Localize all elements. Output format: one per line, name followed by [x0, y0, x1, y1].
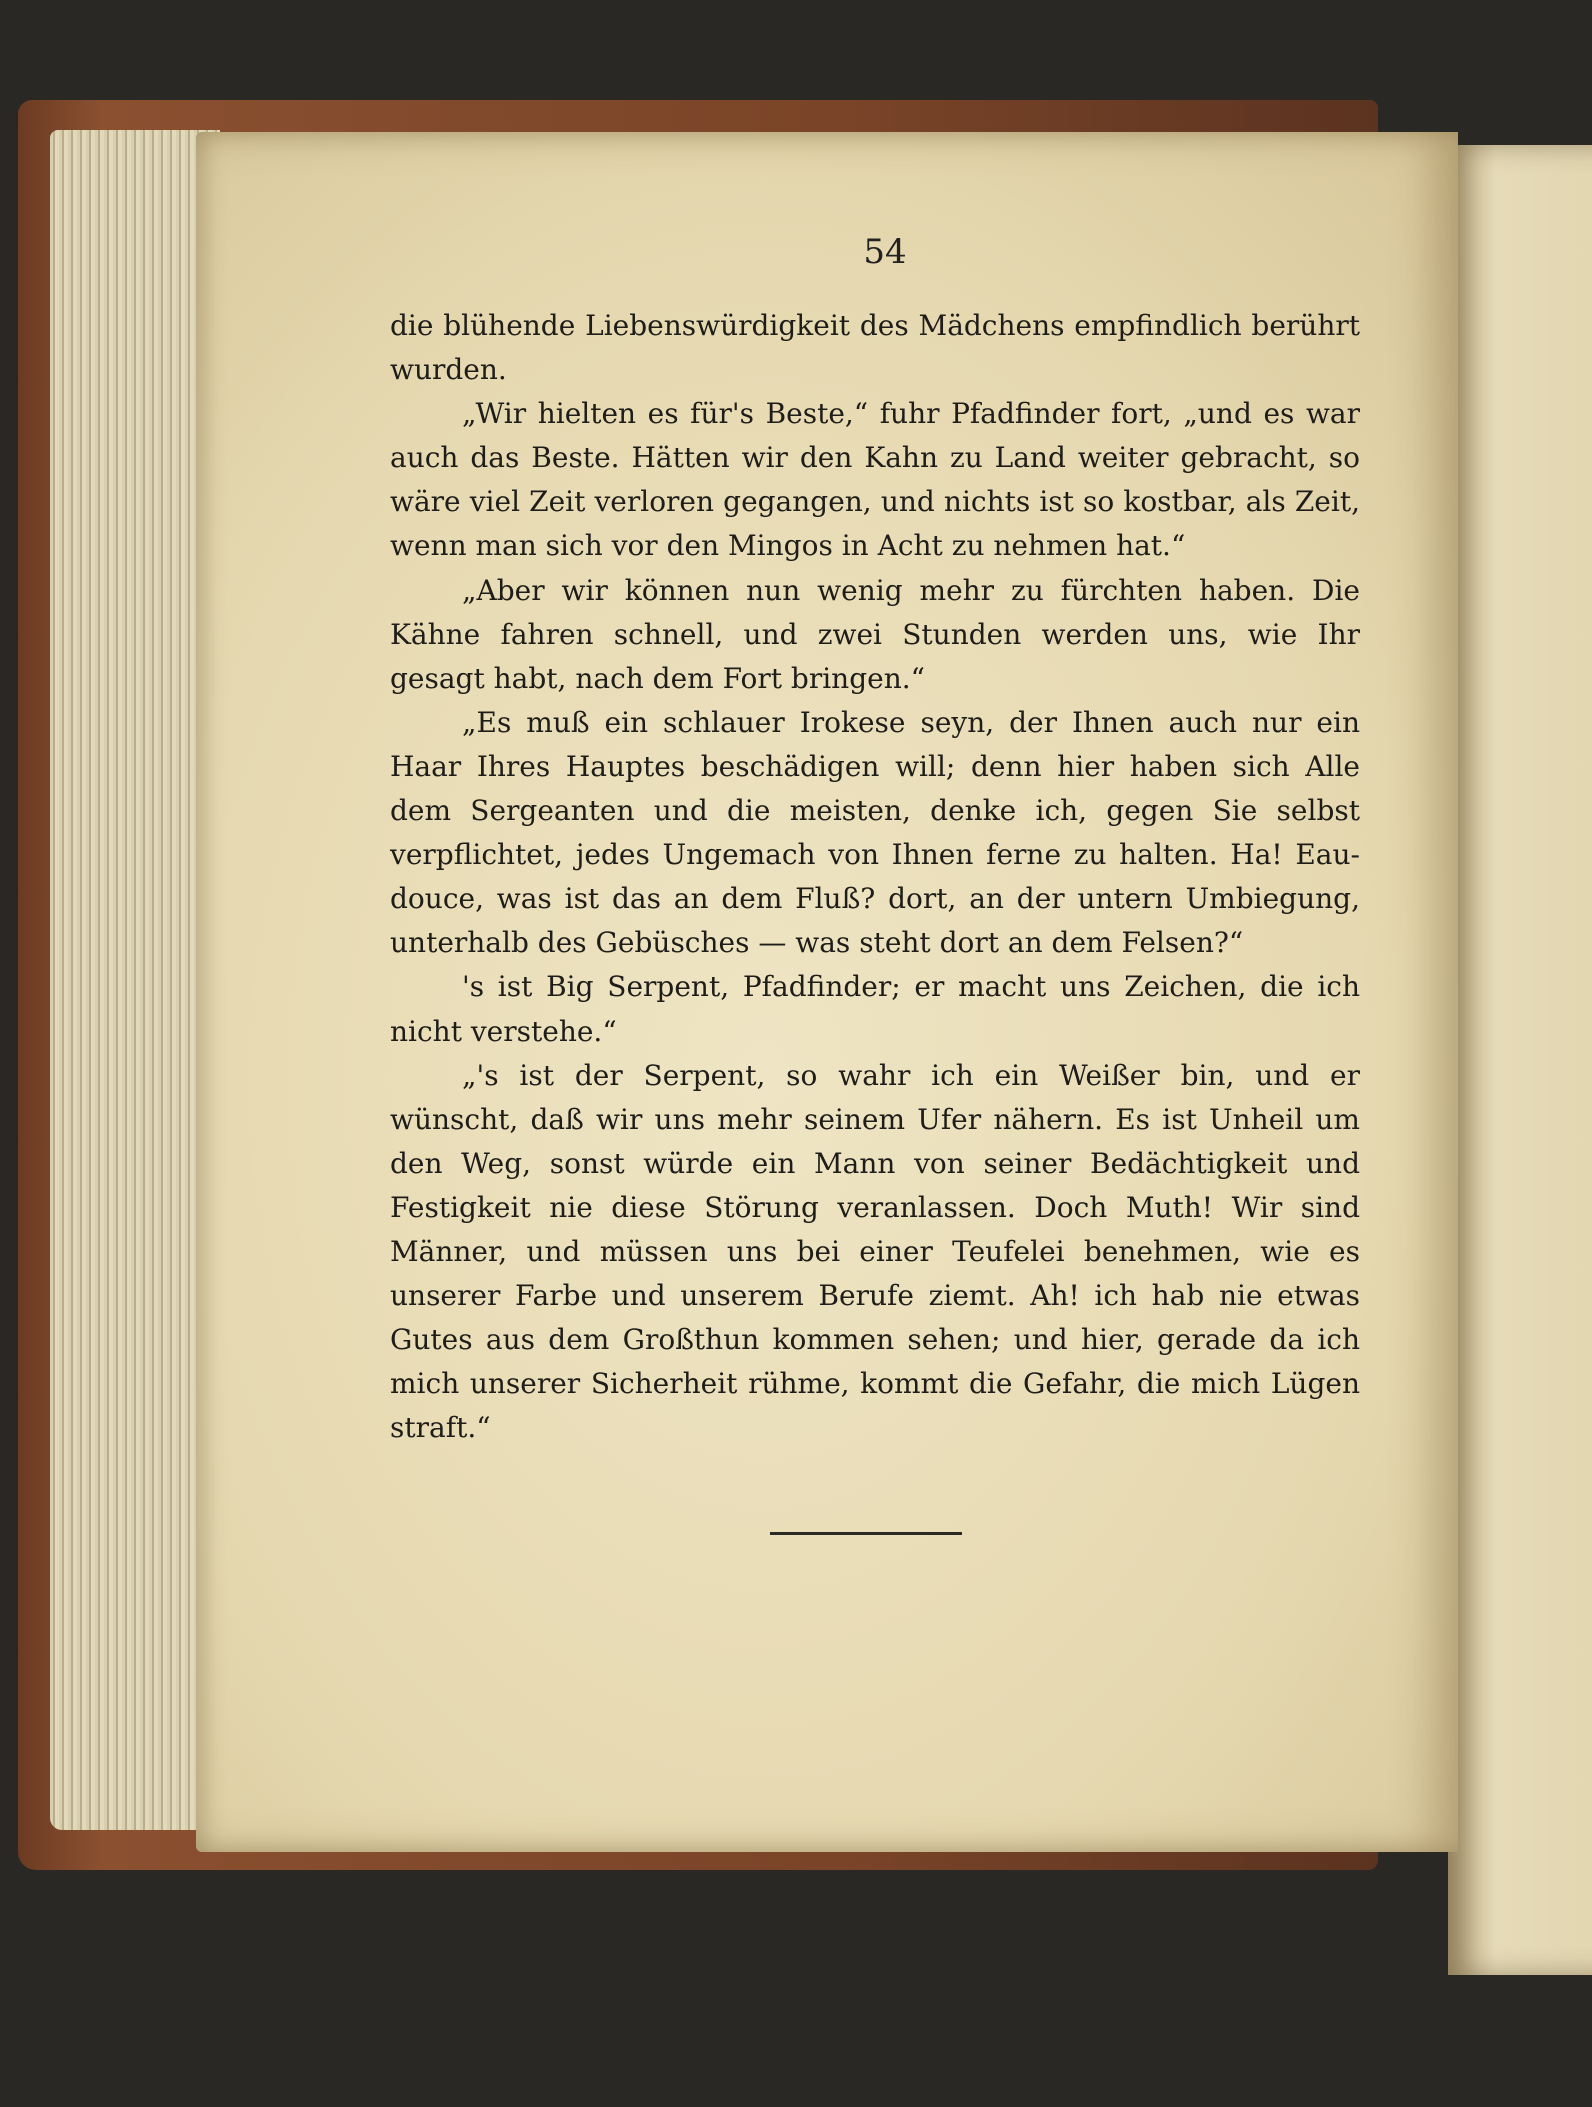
- page-body-text: [390, 304, 1360, 1450]
- facing-page: [1448, 145, 1592, 1975]
- paragraph: „Wir hielten es für's Beste,“ fuhr Pfadfinder fort, „und es war auch das Beste. Hätten wir den Kahn zu Land weiter gebracht, so wäre viel Zeit verloren gegangen, und nichts ist so kostbar, als Zeit, wenn man sich vor den Mingos in Acht zu nehmen hat.“: [390, 397, 1360, 563]
- paragraph: „Es muß ein schlauer Irokese seyn, der Ihnen auch nur ein Haar Ihres Hauptes beschädigen will; denn hier haben sich Alle dem Sergeanten und die meisten, denke ich, gegen Sie selbst verpflichtet, jedes Ungemach von Ihnen ferne zu halten. Ha! Eau-douce, was ist das an dem Fluß? dort, an der untern Umbiegung, unterhalb des Gebüsches — was steht dort an dem Felsen?“: [390, 705, 1360, 960]
- page-edges: [50, 130, 220, 1830]
- paragraph: die blühende Liebenswürdigkeit des Mädchens empfindlich berührt wurden.: [390, 309, 1360, 387]
- paragraph: 's ist Big Serpent, Pfadfinder; er macht uns Zeichen, die ich nicht verstehe.“: [390, 970, 1360, 1048]
- paragraph: „'s ist der Serpent, so wahr ich ein Weißer bin, und er wünscht, daß wir uns mehr seinem Ufer nähern. Es ist Unheil um den Weg, sonst würde ein Mann von seiner Bedächtigkeit und Festigkeit nie diese Störung veranlassen. Doch Muth! Wir sind Männer, und müssen uns bei einer Teufelei benehmen, wie es unserer Farbe und unserem Berufe ziemt. Ah! ich hab nie etwas Gutes aus dem Großthun kommen sehen; und hier, gerade da ich mich unserer Sicherheit rühme, kommt die Gefahr, die mich Lügen straft.“: [390, 1058, 1360, 1445]
- section-end-rule: [770, 1532, 962, 1535]
- page-number: 54: [863, 232, 907, 272]
- paragraph: „Aber wir können nun wenig mehr zu fürchten haben. Die Kähne fahren schnell, und zwei Stunden werden uns, wie Ihr gesagt habt, nach dem Fort bringen.“: [390, 573, 1360, 695]
